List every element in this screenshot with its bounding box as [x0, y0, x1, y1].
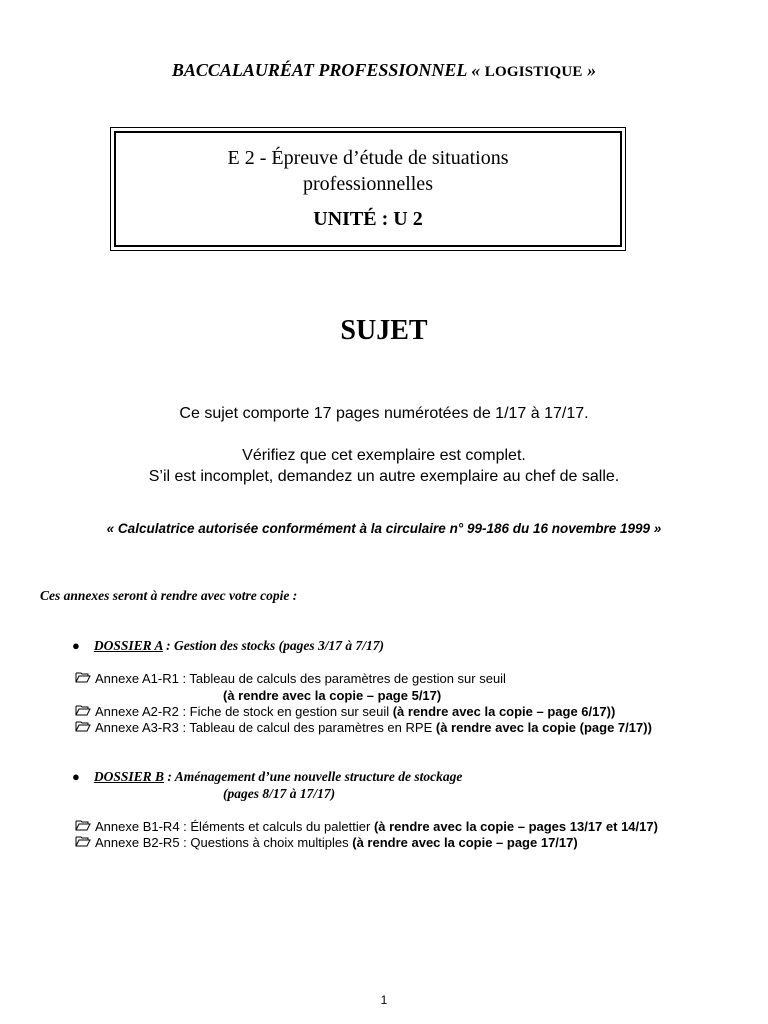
dossier-a-label: DOSSIER A — [93, 638, 163, 653]
annex-a2-return: (à rendre avec la copie – page 6/17)) — [392, 704, 616, 719]
folder-icon — [75, 835, 95, 850]
incomplete-info: S’il est incomplet, demandez un autre exemplaire au chef de salle. — [148, 468, 620, 485]
document-header — [0, 60, 768, 81]
exam-unit: UNITÉ : U 2 — [313, 208, 423, 230]
folder-icon — [75, 819, 95, 834]
header-closing-quote: » — [582, 60, 597, 80]
exam-title-line2: professionnelles — [303, 173, 433, 195]
annex-b2-text: Annexe B2-R5 : Questions à choix multiples — [95, 835, 353, 850]
calculator-notice: « Calculatrice autorisée conformément à la circulaire n° 99-186 du 16 novembre 1999 » — [106, 521, 662, 536]
annex-b2-return: (à rendre avec la copie – page 17/17) — [352, 835, 578, 850]
annex-a3 — [75, 720, 652, 735]
bullet-icon: ● — [72, 769, 80, 784]
header-specialty: LOGISTIQUE — [484, 64, 583, 80]
dossier-b-title: : Aménagement d’une nouvelle structure de stockage — [164, 769, 463, 784]
annex-a1-return — [223, 688, 441, 703]
verify-info: Vérifiez que cet exemplaire est complet. — [242, 447, 526, 464]
page-count-info: Ce sujet comporte 17 pages numérotées de 1/17 à 17/17. — [179, 405, 589, 422]
folder-icon — [75, 720, 95, 735]
header-diploma: BACCALAURÉAT PROFESSIONNEL « — [171, 60, 485, 80]
annex-a1-return-text: (à rendre avec la copie – page 5/17) — [223, 688, 442, 703]
annex-a3-return: (à rendre avec la copie (page 7/17)) — [435, 720, 652, 735]
exam-title-line1: E 2 - Épreuve d’étude de situations — [227, 147, 509, 169]
annex-a1-text: Annexe A1-R1 : Tableau de calculs des paramètres de gestion sur seuil — [95, 671, 506, 686]
dossier-b-pages: (pages 8/17 à 17/17) — [223, 786, 336, 801]
exam-title-box — [110, 127, 626, 251]
annex-a2-text: Annexe A2-R2 : Fiche de stock en gestion sur seuil — [95, 704, 393, 719]
dossier-b-label: DOSSIER B — [93, 769, 165, 784]
dossier-a-title: : Gestion des stocks (pages 3/17 à 7/17) — [162, 638, 385, 653]
annex-b2 — [75, 835, 578, 850]
annex-b1 — [75, 819, 658, 834]
annexes-intro: Ces annexes seront à rendre avec votre copie : — [40, 588, 298, 603]
bullet-icon: ● — [72, 638, 80, 653]
exam-title-box-inner — [114, 131, 622, 247]
page-number: 1 — [380, 993, 388, 1007]
dossier-b-heading — [72, 768, 462, 786]
folder-icon — [75, 671, 95, 686]
folder-icon — [75, 704, 95, 719]
annex-a3-text: Annexe A3-R3 : Tableau de calcul des paramètres en RPE — [95, 720, 436, 735]
annex-a1 — [75, 671, 506, 686]
annex-b1-return: (à rendre avec la copie – pages 13/17 et 14/17) — [373, 819, 658, 834]
annex-a2 — [75, 704, 615, 719]
annex-b1-text: Annexe B1-R4 : Éléments et calculs du palettier — [95, 819, 374, 834]
page-title: SUJET — [340, 315, 428, 346]
dossier-a-heading — [72, 637, 384, 655]
